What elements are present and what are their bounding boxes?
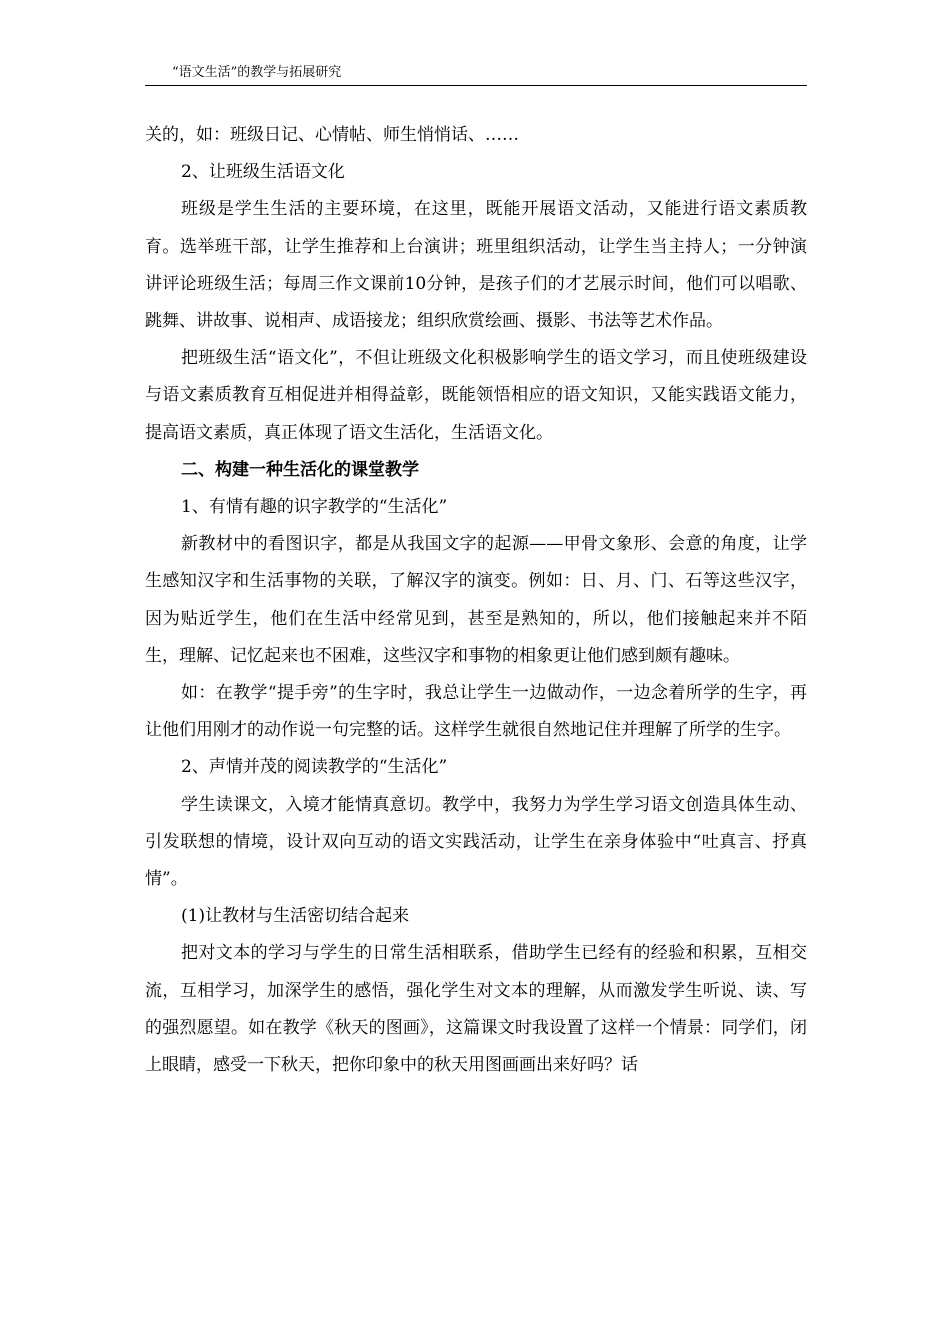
subheading: 2、声情并茂的阅读教学的“生活化” [181,757,448,778]
subheading: 2、让班级生活语文化 [181,162,345,183]
subheading: (1)让教材与生活密切结合起来 [181,906,410,927]
paragraph: 把班级生活“语文化”，不但让班级文化积极影响学生的语文学习，而且使班级建设与语文素质教育互相促进并相得益彰，既能领悟相应的语文知识，又能实践语文能力，提高语文素质，真正体现了语文生活化，生活语文化。 [145,348,807,443]
subheading: 1、有情有趣的识字教学的“生活化” [181,497,448,518]
paragraph: 学生读课文，入境才能情真意切。教学中，我努力为学生学习语文创造具体生动、引发联想的情境，设计双向互动的语文实践活动，让学生在亲身体验中“吐真言、抒真情”。 [145,794,807,890]
header-title: “语文生活”的教学与拓展研究 [172,65,342,80]
document-body [145,117,807,1084]
section-heading: 二、构建一种生活化的课堂教学 [181,459,419,480]
page-header [145,63,807,86]
paragraph: 如：在教学“提手旁”的生字时，我总让学生一边做动作，一边念着所学的生字，再让他们用刚才的动作说一句完整的话。这样学生就很自然地记住并理解了所学的生字。 [145,683,807,741]
paragraph: 班级是学生生活的主要环境，在这里，既能开展语文活动，又能进行语文素质教育。选举班干部，让学生推荐和上台演讲；班里组织活动，让学生当主持人；一分钟演讲评论班级生活；每周三作文课前10分钟，是孩子们的才艺展示时间，他们可以唱歌、跳舞、讲故事、说相声、成语接龙；组织欣赏绘画、摄影、书法等艺术作品。 [145,199,807,332]
paragraph: 新教材中的看图识字，都是从我国文字的起源——甲骨文象形、会意的角度，让学生感知汉字和生活事物的关联，了解汉字的演变。例如：日、月、门、石等这些汉字，因为贴近学生，他们在生活中经常见到，甚至是熟知的，所以，他们接触起来并不陌生，理解、记忆起来也不困难，这些汉字和事物的相象更让他们感到颇有趣味。 [145,534,807,666]
paragraph: 把对文本的学习与学生的日常生活相联系，借助学生已经有的经验和积累，互相交流，互相学习，加深学生的感悟，强化学生对文本的理解，从而激发学生听说、读、写的强烈愿望。如在教学《秋天的图画》，这篇课文时我设置了这样一个情景：同学们，闭上眼睛，感受一下秋天，把你印象中的秋天用图画画出来好吗？话 [145,943,807,1076]
paragraph: 关的，如：班级日记、心情帖、师生悄悄话、…… [145,125,519,145]
